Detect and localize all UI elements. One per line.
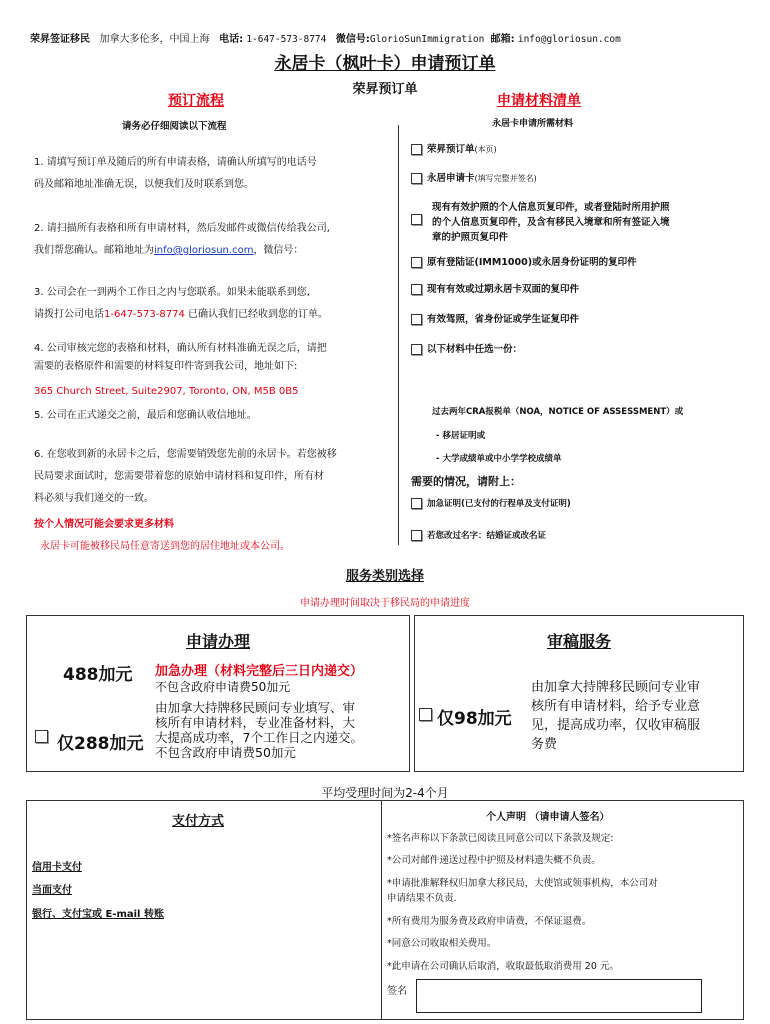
- standard-service-checkbox[interactable]: [35, 730, 48, 743]
- standard-price: 仅288加元: [57, 734, 144, 754]
- services-note: 申请办理时间取决于移民局的申请进度: [300, 598, 470, 609]
- material-item-5: 现有有效或过期永居卡双面的复印件: [411, 283, 741, 297]
- company-locations: 加拿大多伦多，中国上海: [99, 34, 210, 45]
- declaration-heading: 个人声明 （请申请人签名）: [486, 812, 610, 823]
- material-extra-checkbox-2[interactable]: [411, 530, 422, 541]
- process-step-5: 5. 公司在正式递交之前，最后和您确认收信地址。: [34, 410, 257, 421]
- urgent-price: 488加元: [63, 665, 133, 685]
- process-step-3: 3. 公司会在一到两个工作日之内与您联系。如果未能联系到您, 请拨打公司电话1-647-573-8774 已确认我们已经收到您的订单。: [34, 287, 328, 320]
- materials-extra-heading: 需要的情况，请附上：: [411, 475, 521, 488]
- urgent-title: 加急办理（材料完整后三日内递交）: [155, 664, 364, 679]
- email-address: info@gloriosun.com: [517, 34, 621, 45]
- process-step-4: 4. 公司审核完您的表格和材料，确认所有材料准确无误之后，请把 需要的表格原件和需要的材料复印件寄到我公司，地址如下:: [34, 343, 327, 372]
- wechat-id: GlorioSunImmigration: [369, 34, 485, 45]
- review-description: 由加拿大持牌移民顾问专业审 核所有申请材料，给予专业意 见，提高成功率，仅收审稿服 务费: [531, 680, 701, 752]
- material-option-2: - 移居证明或: [436, 431, 485, 441]
- declaration-term-6: *此申请在公司确认后取消，收取最低取消费用 20 元。: [387, 961, 619, 972]
- declaration-term-4: *所有费用为服务费及政府申请费，不保证退费。: [387, 916, 592, 927]
- material-extra-checkbox-1[interactable]: [411, 498, 422, 509]
- material-option-1: 过去两年CRA报税单（NOA，NOTICE OF ASSESSMENT）或: [432, 407, 684, 417]
- process-warning-1: 按个人情况可能会要求更多材料: [34, 519, 174, 530]
- apply-service-heading: 申请办理: [185, 632, 250, 651]
- material-checkbox-4[interactable]: [411, 257, 422, 268]
- company-name: 荣昇签证移民: [30, 34, 90, 45]
- declaration-term-5: *同意公司收取相关费用。: [387, 938, 497, 949]
- material-option-3: - 大学成绩单或中小学学校成绩单: [436, 454, 562, 464]
- signature-field[interactable]: [416, 979, 702, 1013]
- material-item-2: 永居申请卡 (填写完整并签名): [411, 172, 741, 186]
- material-item-3: 现有有效护照的个人信息页复印件，或者登陆时所用护照 的个人信息页复印件，及含有移民入境章和所有签证入境 章的护照页复印件: [411, 200, 741, 245]
- material-item-4: 原有登陆证(IMM1000)或永居身份证明的复印件: [411, 256, 741, 270]
- material-item-7: 以下材料中任选一份：: [411, 343, 741, 357]
- column-divider: [398, 125, 399, 545]
- signature-label: 签名: [387, 986, 407, 997]
- material-checkbox-5[interactable]: [411, 284, 422, 295]
- process-step-6: 6. 在您收到新的永居卡之后，您需要销毁您先前的永居卡。若您被移 民局要求面试时，您需要带着您的原始申请材料和复印件，所有材 料必须与我们递交的一致。: [34, 449, 337, 504]
- material-item-1: 荣昇预订单 (本页): [411, 143, 741, 157]
- services-heading: 服务类别选择: [345, 569, 424, 584]
- review-service-checkbox[interactable]: [419, 708, 432, 721]
- process-heading: 预订流程: [168, 93, 224, 109]
- material-checkbox-3[interactable]: [411, 214, 422, 225]
- material-checkbox-6[interactable]: [411, 314, 422, 325]
- payment-heading: 支付方式: [172, 814, 225, 829]
- material-checkbox-1[interactable]: [411, 144, 422, 155]
- declaration-term-1: *签名声称以下条款已阅读且同意公司以下条款及规定:: [387, 833, 614, 844]
- phone-label: 电话: [219, 34, 240, 45]
- process-email-link[interactable]: info@gloriosun.com: [154, 245, 254, 256]
- payment-method-credit-card[interactable]: 信用卡支付: [32, 862, 82, 873]
- header-bar: 荣昇签证移民 加拿大多伦多，中国上海 电话: 1-647-573-8774 微信号:GlorioSunImmigration 邮箱: info@gloriosun.com: [30, 34, 621, 45]
- page-subtitle: 荣昇预订单: [352, 82, 418, 97]
- payment-method-in-person[interactable]: 当面支付: [32, 885, 72, 896]
- material-item-6: 有效驾照，省身份证或学生证复印件: [411, 313, 741, 327]
- wechat-label: 微信号: [335, 34, 366, 45]
- email-label: 邮箱: [490, 34, 511, 45]
- declaration-term-2: *公司对邮件递送过程中护照及材料遗失概不负责。: [387, 855, 601, 866]
- standard-description: 由加拿大持牌移民顾问专业填写、审 核所有申请材料，专业准备材料，大 大提高成功率，7个工作日之内递交。 不包含政府申请费50加元: [155, 700, 363, 760]
- payment-divider: [381, 801, 382, 1019]
- review-service-box: [414, 615, 744, 772]
- material-checkbox-2[interactable]: [411, 173, 422, 184]
- average-processing-time: 平均受理时间为2-4个月: [321, 786, 449, 800]
- materials-heading: 申请材料清单: [497, 93, 581, 109]
- process-step-2: 2. 请扫描所有表格和所有申请材料，然后发邮件或微信传给我公司, 我们帮您确认。邮箱地址为info@gloriosun.com，微信号：: [34, 223, 330, 256]
- apply-service-box: [26, 615, 410, 772]
- declaration-term-3: *申请批准解释权归加拿大移民局，大使馆或领事机构，本公司对 申请结果不负责.: [387, 878, 658, 904]
- page-title: 永居卡（枫叶卡）申请预订单: [274, 54, 496, 74]
- process-step-1: 1. 请填写预订单及随后的所有申请表格，请确认所填写的电话号 码及邮箱地址准确无误，以便我们及时联系到您。: [34, 157, 317, 190]
- review-price: 仅98加元: [437, 709, 512, 729]
- material-checkbox-7[interactable]: [411, 344, 422, 355]
- review-service-heading: 审稿服务: [546, 632, 611, 651]
- process-warning-2: 永居卡可能被移民局任意寄送到您的居住地址或本公司。: [40, 541, 290, 552]
- process-note: 请务必仔细阅读以下流程: [122, 121, 227, 132]
- urgent-note: 不包含政府申请费50加元: [155, 680, 291, 694]
- process-phone: 1-647-573-8774: [104, 309, 185, 320]
- material-extra-2: 若您改过名字：结婚证或改名证: [411, 529, 741, 543]
- company-address: 365 Church Street, Suite2907, Toronto, ON, M5B 0B5: [34, 386, 299, 397]
- material-extra-1: 加急证明(已支付的行程单及支付证明): [411, 497, 741, 511]
- materials-note: 永居卡申请所需材料: [492, 119, 574, 129]
- payment-method-transfer[interactable]: 银行、支付宝或 E-mail 转账: [32, 909, 164, 920]
- phone-number: 1-647-573-8774: [246, 34, 327, 45]
